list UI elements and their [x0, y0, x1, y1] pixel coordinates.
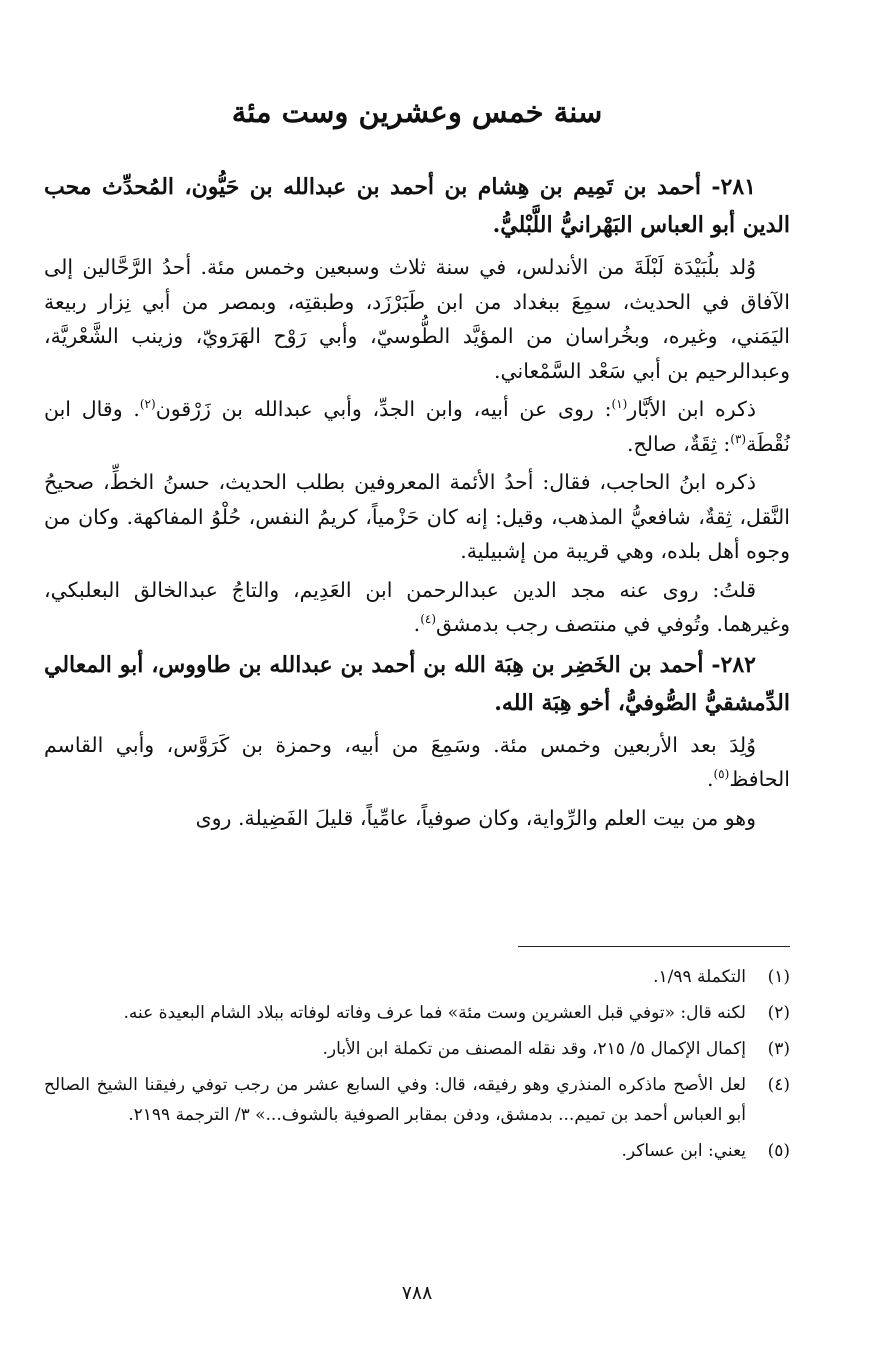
footnote-number: (٤): [767, 1075, 790, 1095]
footnotes: [44, 962, 790, 1172]
footnote-ref[interactable]: (٢): [139, 397, 156, 412]
book-page: [44, 0, 790, 1364]
footnote-ref[interactable]: (٤): [420, 612, 437, 627]
main-text: [44, 168, 790, 839]
entry-number: ٢٨١-: [711, 174, 756, 200]
footnote-ref[interactable]: (٥): [713, 767, 730, 782]
entry-heading: [44, 168, 790, 244]
paragraph-text: .: [706, 767, 714, 791]
footnote-number: (٥): [767, 1141, 790, 1161]
entry-name: أحمد بن تَمِيم بن هِشام بن أحمد بن عبدالله بن حَيُّون، المُحدِّث محب الدين أبو العباس البَهْرانيُّ اللَّبْليُّ.: [44, 174, 790, 238]
paragraph-text: ذكره ابن الأبَّار: [627, 397, 756, 421]
footnote-text: إكمال الإكمال ٥/ ٢١٥، وقد نقله المصنف من تكملة ابن الأبار.: [322, 1039, 746, 1059]
paragraph-text: وهو من بيت العلم والرِّواية، وكان صوفياً، عامِّياً، قليلَ الفَضِيلة. روى: [195, 805, 756, 830]
footnote-number: (٣): [767, 1039, 790, 1059]
paragraph-text: . وقال ابن نُقْطَة: [44, 397, 790, 456]
entry-name: أحمد بن الخَضِر بن هِبَة الله بن أحمد بن عبدالله بن طاووس، أبو المعالي الدِّمشقيُّ الصُّوفيُّ، أخو هِبَة الله.: [44, 651, 790, 716]
footnote-text: التكملة ١/٩٩.: [653, 967, 746, 987]
paragraph: [44, 465, 790, 569]
paragraph-text: قلتُ: روى عنه مجد الدين عبدالرحمن ابن العَدِيم، والتاجُ عبدالخالق البعلبكي، وغيرهما. وتُوفي في منتصف رجب بدمشق: [44, 577, 790, 636]
entry-heading: [44, 646, 790, 722]
paragraph-text: ذكره ابنُ الحاجب، فقال: أحدُ الأئمة المعروفين بطلب الحديث، حسنُ الخطِّ، صحيحُ النَّقل، ثِقةٌ، شافعيُّ المذهب، وقيل: إنه كان حَزْمياً، كريمُ النفس، حُلْوُ المفاكهة. وكان من وجوه أهل بلده، وهي قريبة من إشبيلية.: [44, 470, 790, 563]
footnote-ref[interactable]: (١): [611, 397, 628, 412]
footnote: [44, 1034, 790, 1064]
footnote-number: (١): [767, 967, 790, 987]
paragraph-text: : ثِقَةٌ، صالح.: [627, 431, 731, 456]
footnote: [44, 1136, 790, 1166]
paragraph-text: : روى عن أبيه، وابن الجدِّ، وأبي عبدالله بن زَرْقون: [155, 397, 612, 421]
paragraph: [44, 392, 790, 461]
paragraph: [44, 573, 790, 642]
paragraph-text: وُلد بلُبَيْدَة لَبْلَةَ من الأندلس، في سنة ثلاث وسبعين وخمس مئة. أحدُ الرَّحَّالين إلى الآفاق في الحديث، سمِعَ ببغداد من ابن طَبَرْزَد، وطبقتِه، وبمصر من أبي نِزار ربيعة اليَمَني، وغيره، وبخُراسان من المؤيَّد الطُّوسيّ، وأبي رَوْح الهَرَويّ، وزينب الشَّعْريَّة، وعبدالرحيم بن أبي سَعْد السَّمْعاني.: [44, 255, 790, 383]
footnote-text: لكنه قال: «توفي قبل العشرين وست مئة» فما عرف وفاته لوفاته ببلاد الشام البعيدة عنه.: [123, 1003, 746, 1023]
paragraph-text: وُلِدَ بعد الأربعين وخمس مئة. وسَمِعَ من أبيه، وحمزة بن كَرَوَّس، وأبي القاسم الحافظ: [44, 732, 790, 791]
paragraph-text: .: [413, 612, 421, 636]
paragraph: [44, 250, 790, 388]
chapter-title: سنة خمس وعشرين وست مئة: [231, 95, 603, 129]
paragraph: [44, 801, 790, 836]
paragraph: [44, 728, 790, 797]
footnote-divider: [518, 946, 790, 947]
entry-number: ٢٨٢-: [711, 651, 756, 678]
footnote-number: (٢): [767, 1003, 790, 1023]
page-number: ٧٨٨: [401, 1282, 433, 1304]
footnote: [44, 998, 790, 1028]
footnote-text: لعل الأصح ماذكره المنذري وهو رفيقه، قال: وفي السابع عشر من رجب توفي رفيقنا الشيخ الصالح أبو العباس أحمد بن تميم... بدمشق، ودفن بمقابر الصوفية بالشوف...» ٣/ الترجمة ٢١٩٩.: [44, 1075, 746, 1125]
footnote-text: يعني: ابن عساكر.: [621, 1141, 746, 1161]
footnote-ref[interactable]: (٣): [730, 431, 747, 446]
footnote: [44, 962, 790, 992]
footnote: [44, 1070, 790, 1130]
